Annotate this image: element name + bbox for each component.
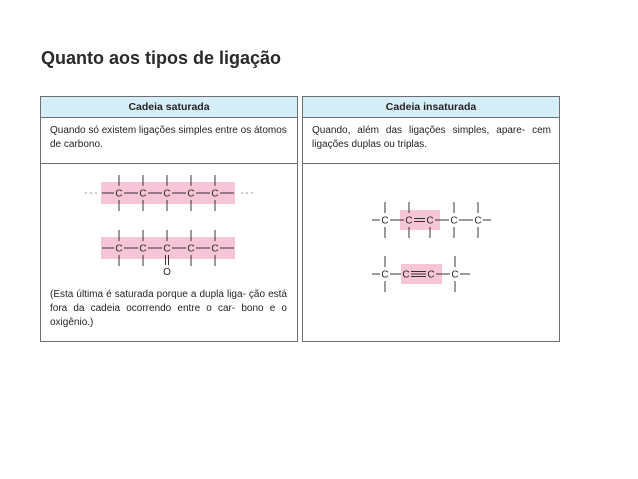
chain2-atom-5: C (211, 243, 219, 255)
chain1-atom-1: C (115, 188, 123, 200)
chain2-atom-2: C (139, 243, 147, 255)
unsaturated-chain-panel (302, 96, 560, 342)
chain1-atom-4: C (187, 188, 195, 200)
triple-chain-atom-1: C (381, 269, 389, 281)
saturated-chain-panel (40, 96, 298, 342)
double-chain-atom-5: C (474, 215, 482, 227)
unsaturated-header: Cadeia insaturada (303, 97, 559, 118)
chain2-atom-3: C (163, 243, 171, 255)
saturated-description: Quando só existem ligações simples entre os átomos de carbono. (41, 118, 297, 164)
triple-chain-atom-2: C (402, 269, 410, 281)
chain1-atom-3: C (163, 188, 171, 200)
unsaturated-structures (303, 164, 559, 340)
saturated-header: Cadeia saturada (41, 97, 297, 118)
unsaturated-description: Quando, além das ligações simples, apare- cem ligações duplas ou triplas. (303, 118, 559, 164)
triple-chain-atom-3: C (427, 269, 435, 281)
chain2-oxygen: O (163, 267, 171, 278)
chain1-atom-2: C (139, 188, 147, 200)
unsaturated-diagram-area (303, 164, 559, 340)
chain2-atom-4: C (187, 243, 195, 255)
double-chain-atom-2: C (405, 215, 413, 227)
page-title: Quanto aos tipos de ligação (41, 48, 282, 68)
triple-chain-atom-4: C (451, 269, 459, 281)
saturated-diagram-area (41, 164, 297, 340)
double-chain-atom-4: C (450, 215, 458, 227)
saturated-note: (Esta última é saturada porque a dupla liga- ção está fora da cadeia ocorrendo entre o car- bono e o oxigênio.) (50, 289, 287, 328)
chain2-atom-1: C (115, 243, 123, 255)
chain1-atom-5: C (211, 188, 219, 200)
double-chain-atom-1: C (381, 215, 389, 227)
double-chain-atom-3: C (426, 215, 434, 227)
